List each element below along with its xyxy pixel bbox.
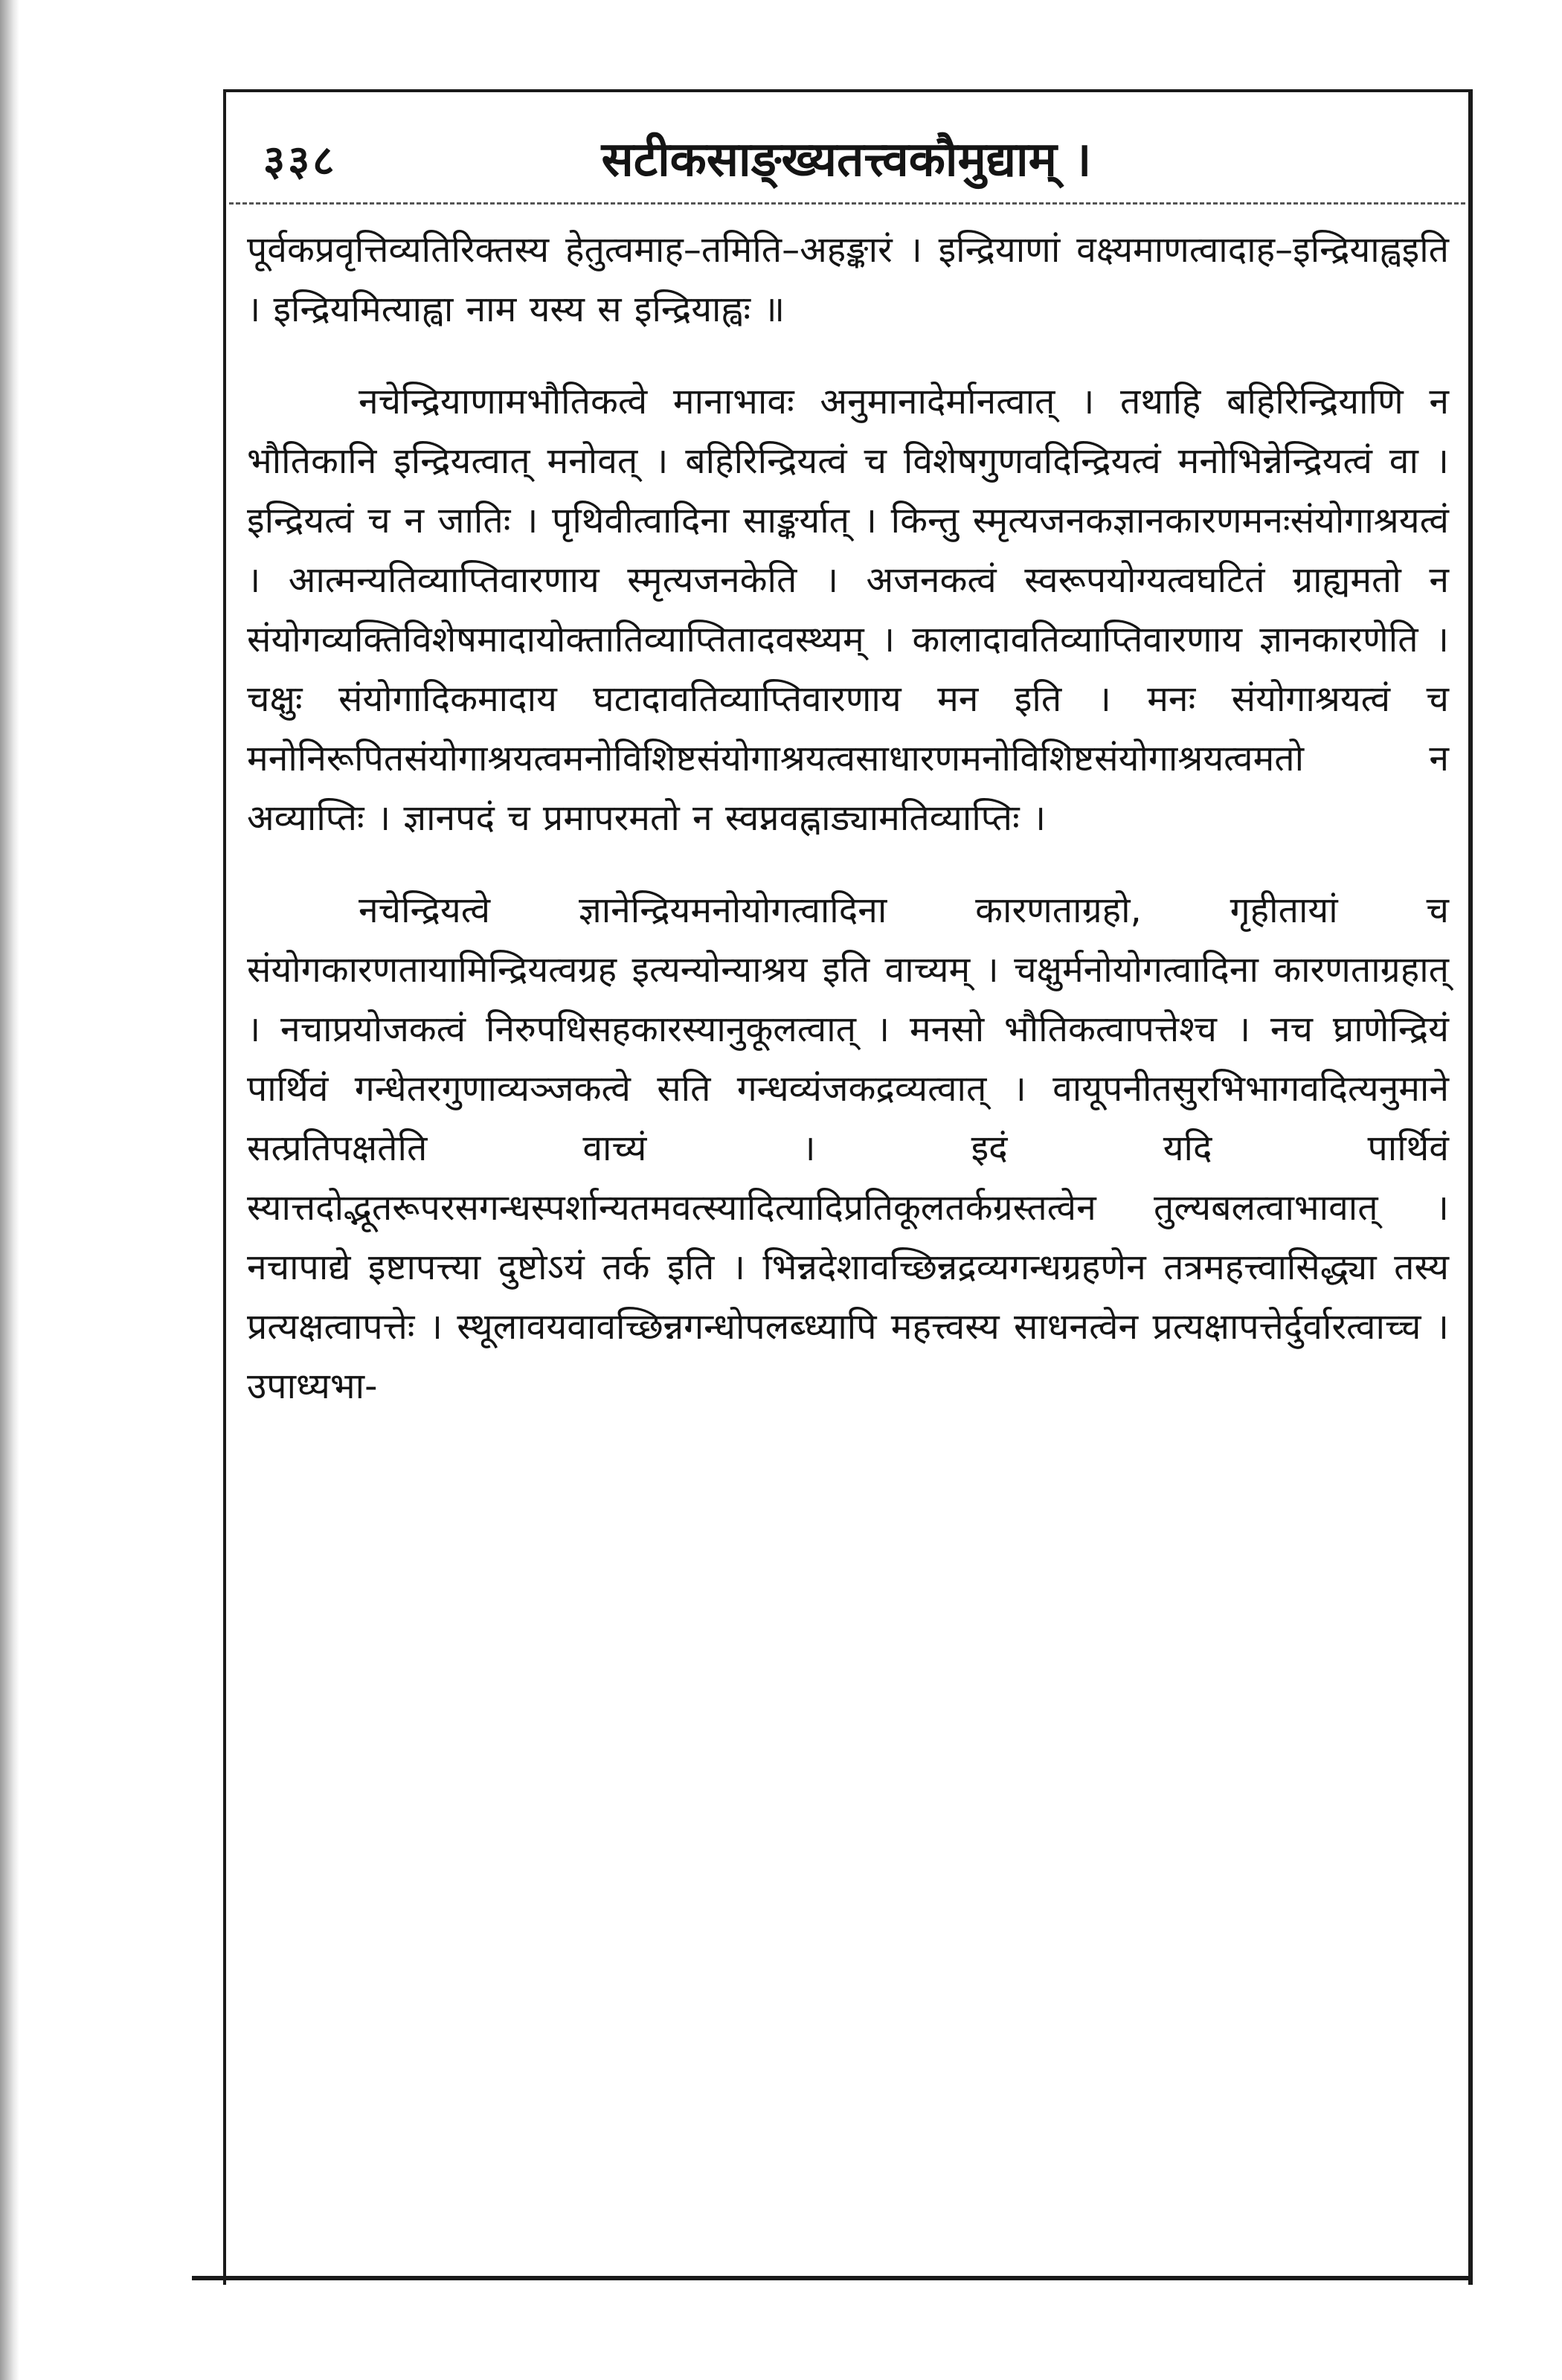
page-frame [223, 89, 1473, 2285]
body-text [247, 220, 1449, 1416]
paragraph: नचेन्द्रियत्वे ज्ञानेन्द्रियमनोयोगत्वादिना कारणताग्रहो, गृहीतायां च संयोगकारणतायामिन्द्रियत्वग्रह इत्यन्योन्याश्रय इति वाच्यम् । चक्षुर्मनोयोगत्वादिना कारणताग्रहात् । नचाप्रयोजकत्वं निरुपधिसहकारस्यानुकूलत्वात् । मनसो भौतिकत्वापत्तेश्च । नच घ्राणेन्द्रियं पार्थिवं गन्धेतरगुणाव्यञ्जकत्वे सति गन्धव्यंजकद्रव्यत्वात् । वायूपनीतसुरभिभागवदित्यनुमाने सत्प्रतिपक्षतेति वाच्यं । इदं यदि पार्थिवं स्यात्तदोद्भूतरूपरसगन्धस्पर्शान्यतमवत्स्यादित्यादिप्रतिकूलतर्कग्रस्तत्वेन तुल्यबलत्वाभावात् । नचापाद्ये इष्टापत्त्या दुष्टोऽयं तर्क इति । भिन्नदेशावच्छिन्नद्रव्यगन्धग्रहणेन तत्रमहत्त्वासिद्ध्या तस्य प्रत्यक्षत्वापत्तेः । स्थूलावयवावच्छिन्नगन्धोपलब्ध्यापि महत्त्वस्य साधनत्वेन प्रत्यक्षापत्तेर्दुर्वारत्वाच्च । उपाध्यभा- [247, 890, 1449, 1407]
footer-rule [192, 2276, 1473, 2280]
header-rule [229, 202, 1465, 205]
running-head [244, 125, 1449, 199]
paragraph: नचेन्द्रियाणामभौतिकत्वे मानाभावः अनुमानादेर्मानत्वात् । तथाहि बहिरिन्द्रियाणि न भौतिकानि इन्द्रियत्वात् मनोवत् । बहिरिन्द्रियत्वं च विशेषगुणवदिन्द्रियत्वं मनोभिन्नेन्द्रियत्वं वा । इन्द्रियत्वं च न जातिः । पृथिवीत्वादिना साङ्कर्यात् । किन्तु स्मृत्यजनकज्ञानकारणमनःसंयोगाश्रयत्वं । आत्मन्यतिव्याप्तिवारणाय स्मृत्यजनकेति । अजनकत्वं स्वरूपयोग्यत्वघटितं ग्राह्यमतो न संयोगव्यक्तिविशेषमादायोक्तातिव्याप्तितादवस्थ्यम् । कालादावतिव्याप्तिवारणाय ज्ञानकारणेति । चक्षुः संयोगादिकमादाय घटादावतिव्याप्तिवारणाय मन इति । मनः संयोगाश्रयत्वं च मनोनिरूपितसंयोगाश्रयत्वमनोविशिष्टसंयोगाश्रयत्वसाधारणमनोविशिष्टसंयोगाश्रयत्वमतो न अव्याप्तिः । ज्ञानपदं च प्रमापरमतो न स्वप्नवह्नाड्यामतिव्याप्तिः । [247, 381, 1449, 839]
page-number: ३३८ [263, 137, 338, 185]
running-title: सटीकसाङ्ख्यतत्त्वकौमुद्याम् । [601, 132, 1092, 187]
binding-shadow [0, 0, 19, 2380]
paragraph-continued: पूर्वकप्रवृत्तिव्यतिरिक्तस्य हेतुत्वमाह–तमिति–अहङ्कारं । इन्द्रियाणां वक्ष्यमाणत्वादाह–इन्द्रियाह्वइति । इन्द्रियमित्याह्वा नाम यस्य स इन्द्रियाह्वः ॥ [247, 229, 1449, 330]
